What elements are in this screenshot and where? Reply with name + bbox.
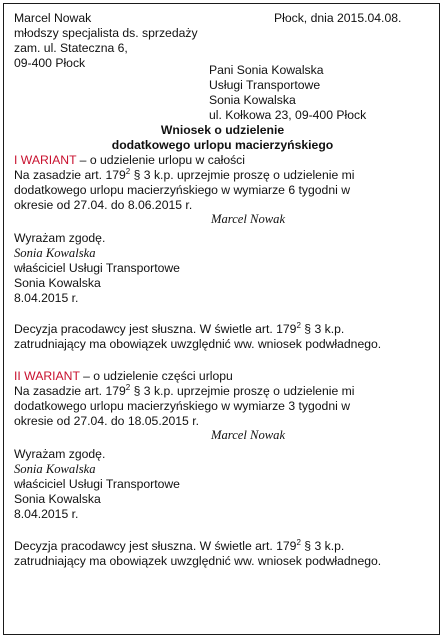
variant2-heading-rest: – o udzielenie części urlopu (79, 369, 233, 383)
variant1-body-text-post: § 3 k.p. uprzejmie proszę o udzielenie mi (130, 168, 355, 182)
variant2-heading (14, 369, 233, 384)
variant2-body-text-post: § 3 k.p. uprzejmie proszę o udzielenie mi (130, 384, 355, 398)
variant1-signature: Marcel Nowak (211, 212, 286, 226)
variant2-signature: Marcel Nowak (211, 428, 286, 442)
recipient-line4: ul. Kołkowa 23, 09-400 Płock (209, 108, 367, 122)
document-page (3, 3, 440, 635)
variant2-label: II WARIANT (14, 369, 80, 383)
variant2-date: 8.04.2015 r. (14, 507, 79, 521)
variant1-consent: Wyrażam zgodę. (14, 231, 106, 245)
variant2-consent: Wyrażam zgodę. (14, 447, 106, 461)
title-line2: dodatkowego urlopu macierzyńskiego (111, 138, 334, 152)
variant1-consent-signature: Sonia Kowalska (14, 246, 96, 260)
recipient-line3: Sonia Kowalska (209, 93, 296, 107)
sender-street: zam. ul. Stateczna 6, (14, 41, 128, 55)
variant2-body-line1 (14, 384, 354, 399)
variant1-heading-rest: – o udzielenie urlopu w całości (76, 153, 245, 167)
variant2-decision-line2: zatrudniający ma obowiązek uwzględnić ww. wniosek podwładnego. (14, 554, 382, 568)
title-line1: Wniosek o udzielenie (160, 123, 285, 137)
variant1-decision-text-post: § 3 k.p. (300, 322, 345, 336)
variant2-superscript: 2 (125, 382, 131, 392)
variant1-body-line2: dodatkowego urlopu macierzyńskiego w wymiarze 6 tygodni w (14, 183, 350, 197)
variant2-body-text: Na zasadzie art. 179 (14, 384, 126, 398)
variant2-decision-line1 (14, 539, 344, 554)
variant2-body-line3: okresie od 27.04. do 18.05.2015 r. (14, 414, 199, 428)
variant1-heading (14, 153, 245, 168)
variant2-decision-text-post: § 3 k.p. (300, 539, 345, 553)
variant1-decision-line2: zatrudniający ma obowiązek uwzględnić ww. wniosek podwładnego. (14, 337, 382, 351)
variant1-superscript: 2 (125, 166, 131, 176)
variant1-owner-name: Sonia Kowalska (14, 276, 101, 290)
variant1-owner: właściciel Usługi Transportowe (14, 261, 180, 275)
variant2-body-line2: dodatkowego urlopu macierzyńskiego w wymiarze 3 tygodni w (14, 399, 350, 413)
sender-name: Marcel Nowak (14, 11, 92, 25)
variant1-body-line1 (14, 168, 354, 183)
variant1-body-text: Na zasadzie art. 179 (14, 168, 126, 182)
place-date: Płock, dnia 2015.04.08. (274, 11, 402, 25)
variant2-owner: właściciel Usługi Transportowe (14, 477, 180, 491)
variant2-decision-text: Decyzja pracodawcy jest słuszna. W świetle art. 179 (14, 539, 297, 553)
variant2-consent-signature: Sonia Kowalska (14, 462, 96, 476)
recipient-line1: Pani Sonia Kowalska (209, 63, 324, 77)
variant1-body-line3: okresie od 27.04. do 8.06.2015 r. (14, 198, 193, 212)
variant1-date: 8.04.2015 r. (14, 291, 79, 305)
variant2-decision-superscript: 2 (296, 537, 301, 547)
variant1-decision-superscript: 2 (296, 320, 301, 330)
variant2-owner-name: Sonia Kowalska (14, 492, 101, 506)
variant1-decision-text: Decyzja pracodawcy jest słuszna. W świetle art. 179 (14, 322, 297, 336)
sender-city: 09-400 Płock (14, 56, 86, 70)
variant1-label: I WARIANT (14, 153, 77, 167)
recipient-line2: Usługi Transportowe (209, 78, 321, 92)
sender-position: młodszy specjalista ds. sprzedaży (14, 26, 198, 40)
variant1-decision-line1 (14, 322, 344, 337)
